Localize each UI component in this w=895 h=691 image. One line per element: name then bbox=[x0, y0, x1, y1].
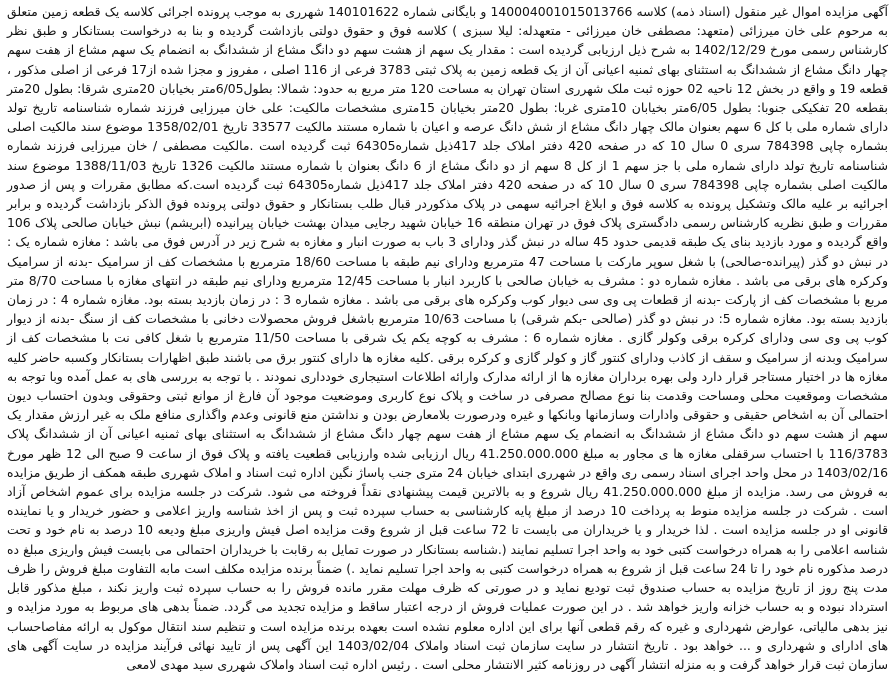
auction-notice-text: آگهی مزایده اموال غیر منقول (اسناد ذمه) کلاسه 140004001015013766 و بایگانی شماره 140101622 شهرری به موجب پرونده اجرائی کلاسه یک قطعه زمین متعلق به مرحوم علی خان میرزائی (متعهد: مصطفی خان میرزائی - متعهدله: لیلا سبزی ) کلاسه فوق و حقوق دولتی بازداشت گردیده و بنا به درخواست بستانکار و طبق نظر کارشناس رسمی مورخ 1402/12/29 به شرح ذیل ارزیابی گردیده است : مقدار یک سهم از هشت سهم دو دانگ مشاع از ششدانگ به انضمام یک سهم مشاع از هفت سهم چهار دانگ مشاع از ششدانگ به استثنای بهای ثمنیه اعیانی آن از یک قطعه زمین به پلاک ثبتی 3783 فرعی از 116 اصلی ، مفروز و مجزا شده از17 فرعی از اصلی مذکور ، قطعه 19 و واقع در بخش 12 ناحیه 02 حوزه ثبت ملک شهرری استان تهران به مساحت 120 متر مربع به حدود: شمالا: بطول6/05متر بخیابان 20متری شرقا: بطول 20متر بقطعه 20 تفکیکی جنوبا: بطول 6/05متر بخیابان 10متری غربا: بطول 20متر بخیابان 15متری مشخصات مالکیت: علی خان میرزایی فرزند شماره شناسنامه تاریخ تولد دارای شماره ملی با کل 6 سهم بعنوان مالک چهار دانگ مشاع از شش دانگ عرصه و اعیان با شماره مستند مالکیت 33577 تاریخ 1358/02/01 موضوع سند مالکیت اصلی بشماره چاپی 784398 سری 0 سال 10 که در صفحه 420 دفتر املاک جلد 417ذیل شماره64305 ثبت گردیده است .مالکیت مصطفی / خان میرزایی فرزند شماره شناسنامه تاریخ تولد دارای شماره ملی با جز سهم 1 از کل 8 سهم از دو دانگ مشاع از 6 دانگ بعنوان با شماره مستند مالکیت 1326 تاریخ 1388/11/03 موضوع سند مالکیت اصلی بشماره چاپی 784398 سری 0 سال 10 که در صفحه 420 دفتر املاک جلد 417ذیل شماره64305 ثبت گردیده است.که مطابق مقررات و پس از صدور اجرائیه بر علیه مالک وتشکیل پرونده به کلاسه فوق و ابلاغ اجرائیه سهمی در پلاک مذکوردر قبال طلب بستانکار و حقوق دولتی پرونده فوق الذکر بازداشت گردیده و برابر مقررات و طبق نظریه کارشناس رسمی دادگستری پلاک فوق در تهران منطقه 16 خیابان شهید رجایی میدان بهشت خیابان پیرانیده (ابریشم) نبش خیابان صالحی پلاک 106 واقع گردیده و مورد بازدید بنای یک طبقه قدیمی حدود 45 ساله در نبش گذر ودارای 3 باب به صورت انبار و مغازه به شرح زیر در آدرس فوق می باشد : مغازه شماره یک : در نبش دو گذر (پیرانده-صالحی) با شغل سوپر مارکت با مساحت 47 مترمربع ودارای نیم طبقه با مساحت 18/60 مترمربع با مشخصات کف از سرامیک -بدنه از سرامیک وکرکره های برقی می باشد . مغازه شماره دو : مشرف به خیابان صالحی با کاربرد انبار با مساحت 12/45 مترمربع ودارای نیم طبقه در انتهای مغازه با مساحت 8/70 متر مربع با مشخصات کف از پارکت -بدنه از قطعات پی وی سی دیوار کوب وکرکره های برقی می باشد . مغازه شماره 3 : در زمان بازدید بسته بود. مغازه شماره 4 : در زمان بازدید بسته بود. مغازه شماره 5: در نبش دو گذر (صالحی -بکم شرقی) با مساحت 10/63 مترمربع باشغل فروش محصولات دخانی با مشخصات کف از سنگ -بدنه از دیوار کوب پی وی سی ودارای کرکره برقی وکولر گازی . مغازه شماره 6 : مشرف به کوچه یکم یک شرقی با مساحت 11/50 مترمربع با شغل کافی نت با مشخصات کف از سرامیک وبدنه از سرامیک و سقف از کاذب ودارای کنتور گاز و کولر گازی و کرکره برقی .کلیه مغازه ها دارای کنتور برق می باشند طبق اظهارات بستانکار وکسبه حاضر کلیه مغازه ها در اختیار مستاجر قرار دارد ولی بهره برداران مغازه ها از ارائه مدارک وارائه اطلاعات استیجاری خودداری نمودند . با توجه به بررسی های به عمل آمده وبا توجه به مشخصات وموقعیت محلی ومساحت وقدمت بنا نوع مصالح مصرفی در ساخت و پلاک نوع کاربری وموضعیت موجود آن فارغ از موانع ثبتی وحقوقی وبدون احتساب دیون احتمالی آن به اشخاص حقیقی و حقوقی وادارات وسازمانها وبانکها و غیره ودرصورت بلامعارض بودن و نداشتن منع قانونی وعدم واگذاری منافع ملک به غیر ارزش مقدار یک سهم از هشت سهم دو دانگ مشاع از ششدانگ به انضمام یک سهم مشاع از هفت سهم چهار دانگ مشاع از ششدانگ به استثنای بهای ثمنیه اعیانی آن از ششدانگ پلاک 116/3783 با احتساب سرقفلی مغازه ها ی مجاور به مبلغ 41.250.000.000 ریال ارزیابی شده وارزیابی قطعیت یافته و پلاک فوق از ساعت 9 صبح الی 12 ظهر مورخ 1403/02/16 در محل واحد اجرای اسناد رسمی ری واقع در شهرری ابتدای خیابان 24 متری جنب پاساژ نگین اداره ثبت اسناد و املاک شهرری طبقه همکف از طریق مزایده به فروش می رسد. مزایده از مبلغ 41.250.000.000 ریال شروع و به بالاترین قیمت پیشنهادی نقداً فروخته می شود. شرکت در جلسه مزایده برای عموم اشخاص آزاد است . شرکت در جلسه مزایده منوط به پرداخت 10 درصد از مبلغ پایه کارشناسی به حساب سپرده ثبت و پس از اخذ شناسه واریز اعلامی و حضور خریدار و یا نماینده قانونی او در جلسه مزایده است . لذا خریدار و یا خریداران می بایست تا 72 ساعت قبل از شروع وقت مزایده اصل فیش واریزی مبلغ ودیعه 10 درصد به نام خود و تحت شناسه اعلامی را به همراه درخواست کتبی خود به واحد اجرا تسلیم نمایند (.شناسه بستانکار در صورت تمایل به رقابت با خریداران احتمالی می بایست فیش واریزی مبلغ ده درصد مذکوره نام خود را تا 24 ساعت قبل از شروع به همراه درخواست کتبی به واحد اجرا تسلیم نماید .) ضمناً برنده مزایده مکلف است مابه التفاوت مبلغ فروش را ظرف مدت پنج روز از تاریخ مزایده به حساب صندوق ثبت تودیع نماید و در صورتی که ظرف مهلت مقرر مانده فروش را به حساب سپرده ثبت واریز نکند ، مبلغ مذکور قابل استرداد نبوده و به حساب خزانه واریز خواهد شد . در این صورت عملیات فروش از درجه اعتبار ساقط و مزایده تجدید می گردد. ضمناً بدهی های مربوط به مورد مزایده و نیز بدهی مالیاتی، عوارض شهرداری و غیره که رقم قطعی آنها برای این اداره معلوم نشده است بعهده برنده مزایده است و تنظیم سند انتقال موکول به ارائه مفاصاحساب های ادارای و شهرداری و ... خواهد بود . تاریخ انتشار در سایت سازمان ثبت اسناد واملاک 1403/02/04 این آگهی پس از تایید نهائی فرآیند مزایده در سایت آگهی های سازمان ثبت قرار خواهد گرفت و به منزله انتشار آگهی در روزنامه کثیر الانتشار محلی است . رئیس اداره ثبت اسناد واملاک شهرری سید مهدی لامعی bbox=[7, 4, 889, 672]
